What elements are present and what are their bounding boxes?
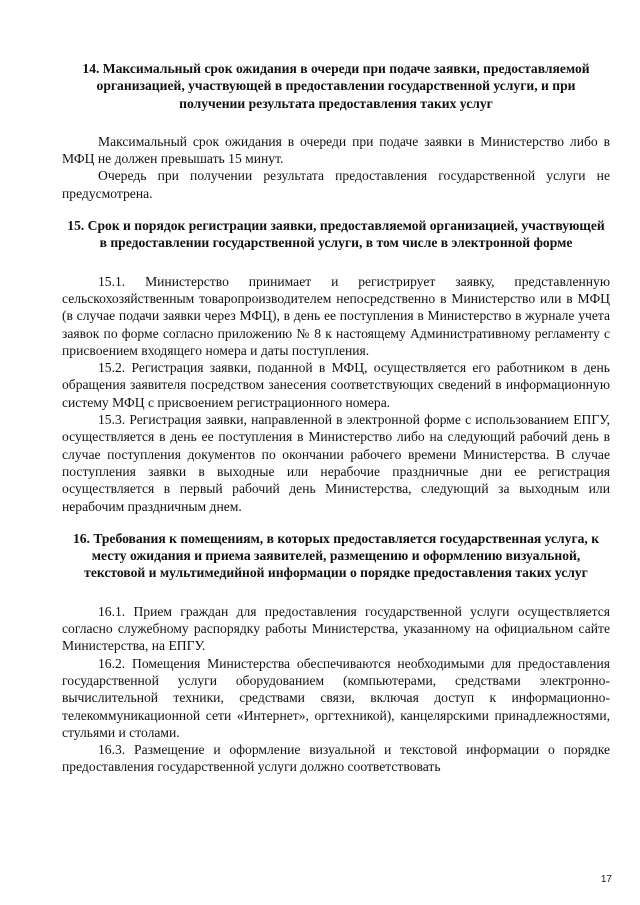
paragraph: 15.3. Регистрация заявки, направленной в электронной форме с использованием ЕПГУ, осуществляется в день ее поступления в Министерство либо на следующий рабочий день в случае поступления документов по окончании рабочего времени Министерства. В случае поступления заявки в выходные или нерабочие праздничные дни ее регистрация осуществляется в первый рабочий день Министерства, следующий за выходным или нерабочим праздничным днем. [62, 412, 610, 514]
paragraph: Максимальный срок ожидания в очереди при подаче заявки в Министерство либо в МФЦ не должен превышать 15 минут. [62, 133, 610, 167]
paragraph: 16.1. Прием граждан для предоставления государственной услуги осуществляется согласно служебному распорядку работы Министерства, указанному на официальном сайте Министерства, на ЕПГУ. [62, 603, 610, 654]
paragraph: 16.2. Помещения Министерства обеспечиваются необходимыми для предоставления государственной услуги оборудованием (компьютерами, средствами электронно-вычислительной техники, средствами связи, включая доступ к информационно-телекоммуникационной сети «Интернет», оргтехникой), канцелярскими принадлежностями, стульями и столами. [62, 655, 610, 740]
paragraph: 15.1. Министерство принимает и регистрирует заявку, представленную сельскохозяйственным товаропроизводителем непосредственно в Министерство или в МФЦ (в случае подачи заявки через МФЦ), в день ее поступления в Министерство в журнале учета заявок по форме согласно приложению № 8 к настоящему Административному регламенту с присвоением входящего номера и даты поступления. [62, 273, 610, 358]
section-heading: 16. Требования к помещениям, в которых предоставляется государственная услуга, к месту ожидания и приема заявителей, размещению и оформлению визуальной, текстовой и мультимедийной информации о порядке предоставления таких услуг [72, 530, 600, 581]
document-page [62, 60, 610, 776]
section-14 [62, 60, 610, 202]
paragraph: 15.2. Регистрация заявки, поданной в МФЦ, осуществляется его работником в день обращения заявителя посредством занесения соответствующих сведений в информационную систему МФЦ с присвоением регистрационного номера. [62, 360, 610, 410]
section-heading: 15. Срок и порядок регистрации заявки, предоставляемой организацией, участвующей в предоставлении государственной услуги, в том числе в электронной форме [67, 218, 605, 251]
section-15 [62, 217, 610, 515]
paragraph: 16.3. Размещение и оформление визуальной и текстовой информации о порядке предоставления государственной услуги должно соответствовать [62, 742, 610, 775]
page-number: 17 [600, 874, 612, 885]
section-16 [62, 530, 610, 776]
section-heading: 14. Максимальный срок ожидания в очереди при подаче заявки, предоставляемой организацией, участвующей в предоставлении государственной услуги, и при получении результата предоставления таких услуг [82, 61, 590, 111]
paragraph: Очередь при получении результата предоставления государственной услуги не предусмотрена. [62, 168, 610, 201]
